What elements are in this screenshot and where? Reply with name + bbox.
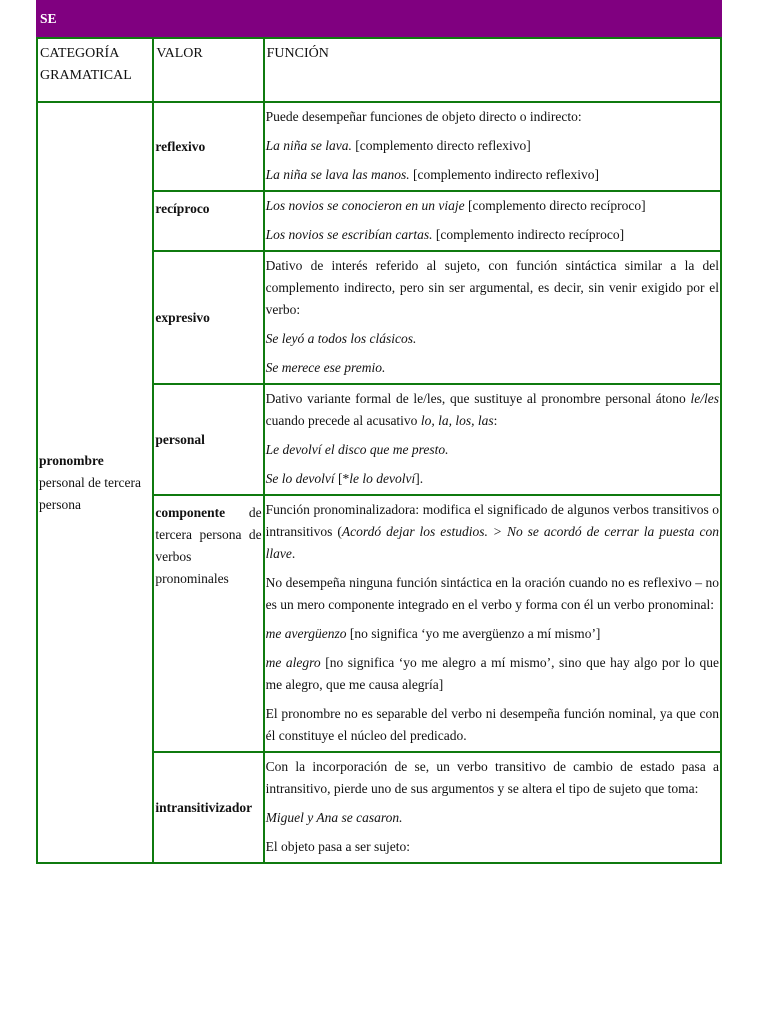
- reflexivo-ex2: La niña se lava las manos. [complemento indirecto reflexivo]: [265, 167, 599, 182]
- funcion-personal: [264, 384, 721, 495]
- reflexivo-p1: Puede desempeñar funciones de objeto directo o indirecto:: [265, 109, 582, 124]
- valor-expresivo: expresivo: [153, 251, 263, 384]
- header-row: [37, 38, 721, 102]
- header-valor: VALOR: [153, 38, 263, 102]
- funcion-expresivo: [264, 251, 721, 384]
- personal-p1: Dativo variante formal de le/les, que sustituye al pronombre personal átono le/les cuando precede al acusativo lo, la, los, las:: [265, 391, 719, 428]
- header-funcion: FUNCIÓN: [264, 38, 721, 102]
- table-title: SE: [36, 0, 722, 37]
- intransitivizador-p2: El objeto pasa a ser sujeto:: [265, 839, 410, 854]
- componente-p1: Función pronominalizadora: modifica el significado de algunos verbos transitivos o intransitivos (Acordó dejar los estudios. > No se acordó de cerrar la puesta con llave.: [265, 502, 719, 561]
- table-row: [37, 102, 721, 191]
- valor-personal: personal: [153, 384, 263, 495]
- expresivo-ex1: Se leyó a todos los clásicos.: [265, 331, 417, 346]
- funcion-componente: [264, 495, 721, 752]
- document: [36, 0, 722, 864]
- expresivo-p1: Dativo de interés referido al sujeto, con función sintáctica similar a la del complemento indirecto, pero sin ser argumental, es decir, sin venir exigido por el verbo:: [265, 258, 719, 317]
- header-categoria: CATEGORÍA GRAMATICAL: [37, 38, 153, 102]
- funcion-intransitivizador: [264, 752, 721, 863]
- componente-p2: No desempeña ninguna función sintáctica en la oración cuando no es reflexivo – no es un mero componente integrado en el verbo y forma con él un verbo pronominal:: [265, 575, 719, 612]
- personal-ex2: Se lo devolví [*le lo devolví].: [265, 471, 424, 486]
- categoria-rest: personal de tercera persona: [39, 474, 141, 512]
- personal-ex1: Le devolví el disco que me presto.: [265, 442, 449, 457]
- componente-ex2: me alegro [no significa ‘yo me alegro a mí mismo’, sino que hay algo por lo que me alegro, que me causa alegría]: [265, 655, 719, 692]
- funcion-reflexivo: [264, 102, 721, 191]
- intransitivizador-p1: Con la incorporación de se, un verbo transitivo de cambio de estado pasa a intransitivo, pierde uno de sus argumentos y se altera el tipo de sujeto que toma:: [265, 759, 719, 796]
- valor-reciproco: recíproco: [153, 191, 263, 251]
- expresivo-ex2: Se merece ese premio.: [265, 360, 386, 375]
- valor-componente: componente de tercera persona de verbos pronominales: [153, 495, 263, 752]
- reflexivo-ex1: La niña se lava. [complemento directo reflexivo]: [265, 138, 531, 153]
- funcion-reciproco: [264, 191, 721, 251]
- reciproco-ex1: Los novios se conocieron en un viaje [complemento directo recíproco]: [265, 198, 646, 213]
- reciproco-ex2: Los novios se escribían cartas. [complemento indirecto recíproco]: [265, 227, 625, 242]
- valor-intransitivizador: intransitivizador: [153, 752, 263, 863]
- intransitivizador-ex1: Miguel y Ana se casaron.: [265, 810, 403, 825]
- categoria-cell: [37, 102, 153, 863]
- categoria-strong: pronombre: [39, 452, 104, 468]
- se-table: [36, 37, 722, 864]
- valor-reflexivo: reflexivo: [153, 102, 263, 191]
- componente-ex1: me avergüenzo [no significa ‘yo me avergüenzo a mí mismo’]: [265, 626, 601, 641]
- componente-p3: El pronombre no es separable del verbo ni desempeña función nominal, ya que con él constituye el núcleo del predicado.: [265, 706, 719, 743]
